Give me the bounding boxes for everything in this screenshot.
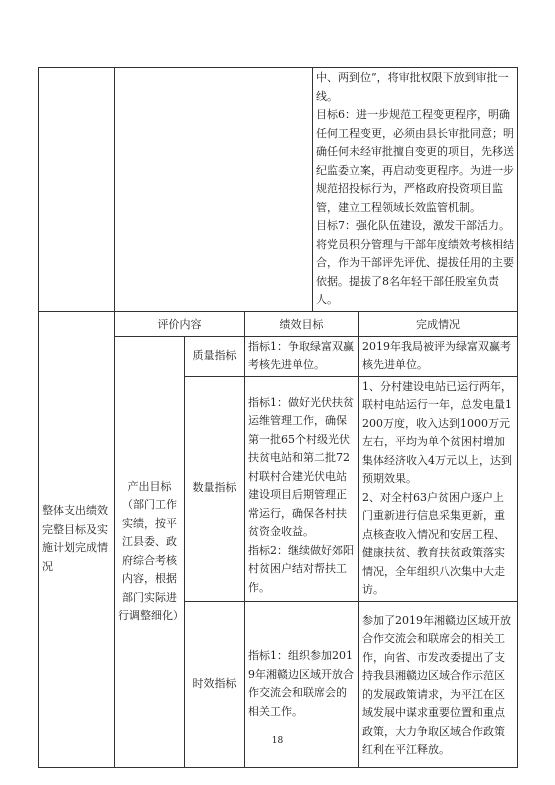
eval-header: 评价内容 (115, 311, 245, 336)
quantity-done-cell (359, 376, 518, 601)
continuation-line: 目标7：强化队伍建设，激发干部活力。将党员积分管理与干部年度绩效考核相结合，作为干部评先评优、提拔任用的主要依据。提拔了8名年轻干部任股室负责人。 (316, 219, 515, 306)
quality-label-cell (185, 336, 245, 376)
quantity-done-2: 2、对全村63户贫困户逐户上门重新进行信息采集更新，重点核查收入情况和安居工程、健康扶贫、教育扶贫政策落实情况，全年组织八次集中大走访。 (362, 490, 506, 596)
empty-cell (115, 68, 313, 312)
continuation-cell (313, 68, 518, 312)
continuation-row (39, 68, 518, 312)
quantity-label: 数量指标 (192, 481, 237, 495)
quality-target-cell (245, 336, 359, 376)
section-label-cell (39, 311, 115, 767)
page-number: 18 (271, 736, 284, 746)
quality-done-cell (359, 336, 518, 376)
quality-label: 质量指标 (192, 348, 237, 362)
continuation-line: 目标6：进一步规范工程变更程序，明确任何工程变更，必须由县长审批同意；明确任何未经审批擅自变更的项目，先移送纪监委立案，再启动变更程序。为进一步规范招投标行为，严格政府投资项目监管，建立工程领域长效监管机制。 (316, 108, 515, 214)
quantity-target-1: 指标1：做好光伏扶贫运维管理工作，确保第一批65个村级光伏扶贫电站和第二批72村联村合建光伏电站建设项目后期管理正常运行，确保各村扶贫资金收益。 (248, 395, 354, 538)
quantity-target-2: 指标2：继续做好郊阳村贫困户结对帮扶工作。 (248, 543, 354, 594)
quantity-done-1: 1、分村建设电站已运行两年，联村电站运行一年，总发电量1200万度，收入达到1000万元左右，平均为单个贫困村增加集体经济收入4万元以上，达到预期效果。 (362, 379, 513, 485)
header-row (39, 311, 518, 336)
timeliness-target: 指标1：组织参加2019年湘赣边区域开放合作交流会和联席会的相关工作。 (248, 649, 354, 718)
quantity-label-cell (185, 376, 245, 601)
done-header: 完成情况 (359, 311, 518, 336)
section-label: 整体支出绩效完整目标及实施计划完成情况 (42, 504, 108, 573)
continuation-line: 中、两到位”，将审批权限下放到审批一线。 (316, 71, 509, 103)
quality-target: 指标1：争取绿富双赢考核先进单位。 (248, 339, 354, 371)
performance-table (38, 67, 518, 768)
timeliness-done: 参加了2019年湘赣边区域开放合作交流会和联席会的相关工作，向省、市发改委提出了支持我县湘赣边区域合作示范区的发展政策请求，为平江在区域发展中谋求重要位置和重点政策，大力争取区域合作政策红利在平江释放。 (362, 613, 512, 756)
timeliness-label: 时效指标 (192, 676, 237, 690)
output-target-cell (115, 336, 185, 767)
target-header: 绩效目标 (245, 311, 359, 336)
quality-done: 2019年我局被评为绿富双赢考核先进单位。 (362, 339, 512, 371)
empty-cell (39, 68, 115, 312)
output-target-label: 产出目标（部门工作实绩，按平江县委、政府综合考核内容，根据部门实际进行调整细化） (118, 479, 184, 622)
quantity-target-cell (245, 376, 359, 601)
